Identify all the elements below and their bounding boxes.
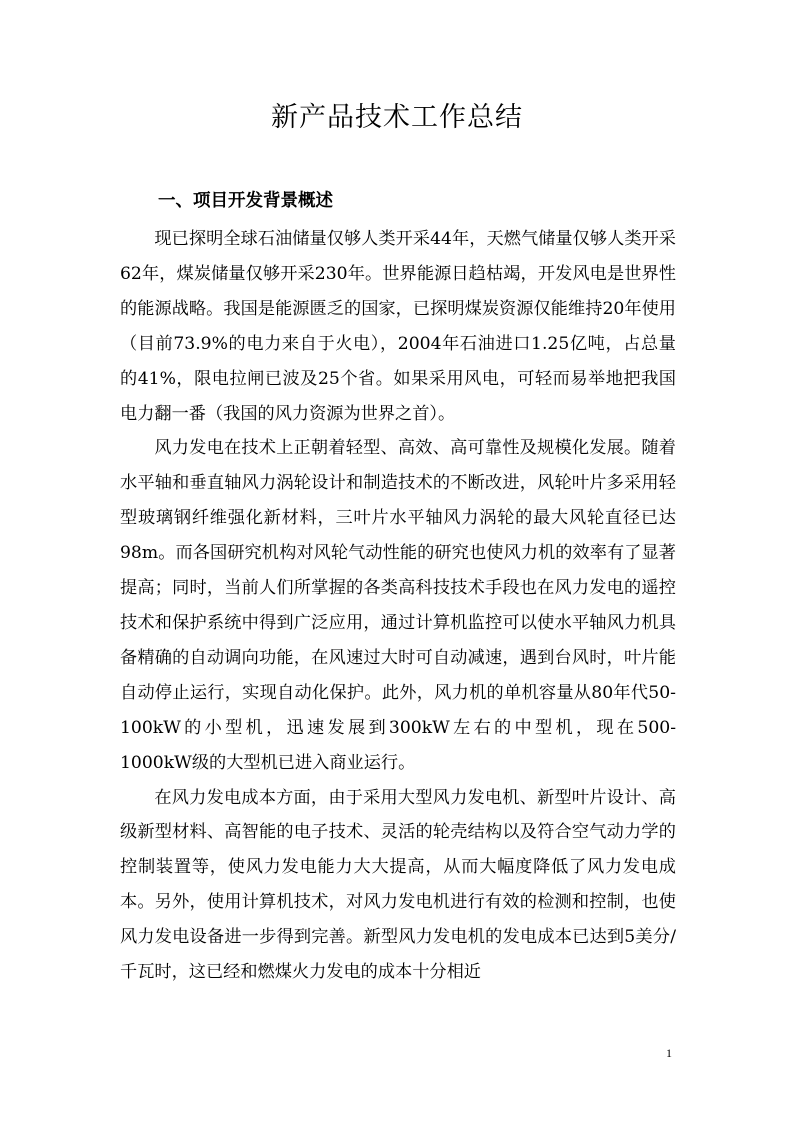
paragraph: 现已探明全球石油储量仅够人类开采44年，天燃气储量仅够人类开采62年，煤炭储量仅够开采230年。世界能源日趋枯竭，开发风电是世界性的能源战略。我国是能源匮乏的国家，已探明煤炭资源仅能维持20年使用（目前73.9%的电力来自于火电），2004年石油进口1.25亿吨，占总量的41%，限电拉闸已波及25个省。如果采用风电，可轻而易举地把我国电力翻一番（我国的风力资源为世界之首）。 xyxy=(120,229,676,424)
paragraph: 风力发电在技术上正朝着轻型、高效、高可靠性及规模化发展。随着水平轴和垂直轴风力涡轮设计和制造技术的不断改进，风轮叶片多采用轻型玻璃钢纤维强化新材料，三叶片水平轴风力涡轮的最大风轮直径已达98m。而各国研究机构对风轮气动性能的研究也使风力机的效率有了显著提高；同时，当前人们所掌握的各类高科技技术手段也在风力发电的遥控技术和保护系统中得到广泛应用，通过计算机监控可以使水平轴风力机具备精确的自动调向功能，在风速过大时可自动减速，遇到台风时，叶片能自动停止运行，实现自动化保护。此外，风力机的单机容量从80年代50-100kW的小型机，迅速发展到300kW左右的中型机，现在500-1000kW级的大型机已进入商业运行。 xyxy=(120,438,676,773)
section-heading: 一、项目开发背景概述 xyxy=(158,191,333,211)
paragraph: 在风力发电成本方面，由于采用大型风力发电机、新型叶片设计、高级新型材料、高智能的电子技术、灵活的轮壳结构以及符合空气动力学的控制装置等，使风力发电能力大大提高，从而大幅度降低了风力发电成本。另外，使用计算机技术，对风力发电机进行有效的检测和控制，也使风力发电设备进一步得到完善。新型风力发电机的发电成本已达到5美分/千瓦时，这已经和燃煤火力发电的成本十分相近 xyxy=(120,787,676,983)
document-title: 新产品技术工作总结 xyxy=(271,102,523,133)
body-text xyxy=(120,222,676,990)
page-number: 1 xyxy=(666,1046,672,1060)
